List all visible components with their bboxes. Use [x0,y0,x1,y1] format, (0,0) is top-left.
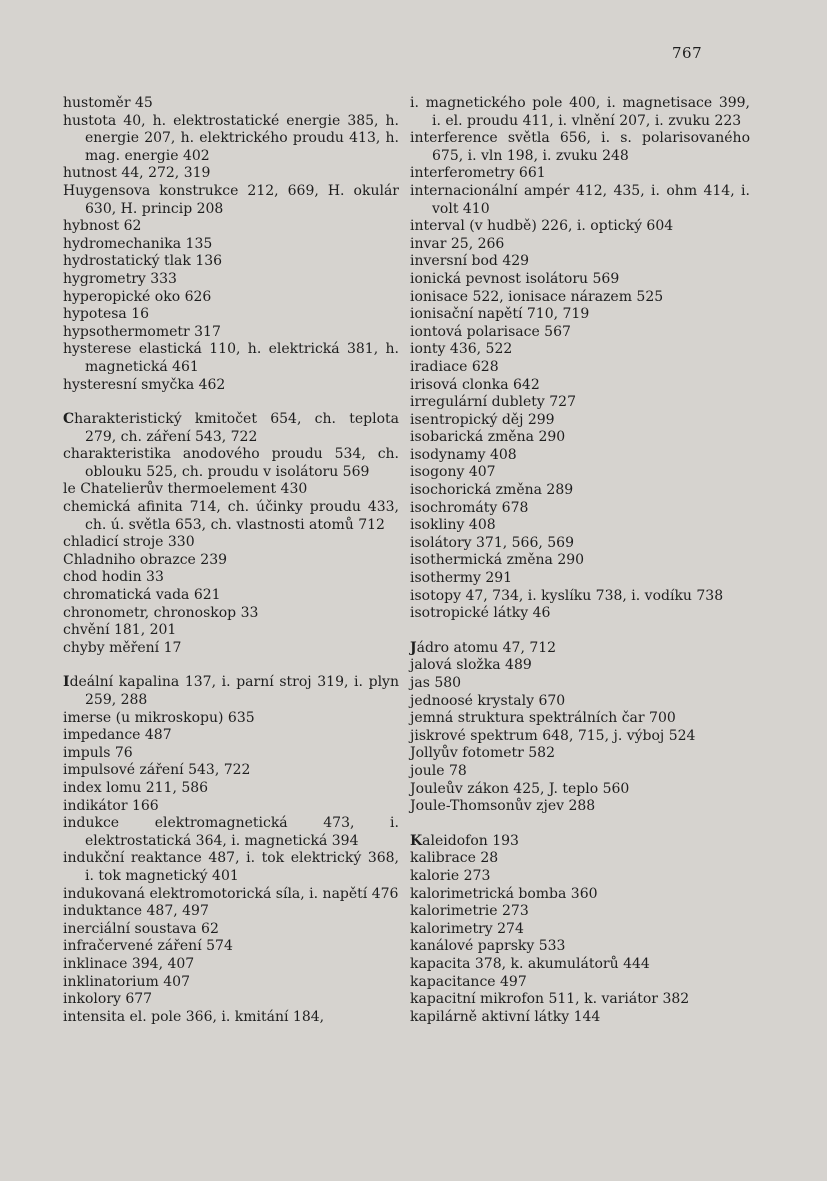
index-entry: chronometr, chronoskop 33 [63,604,259,621]
index-entry: Chladniho obrazce 239 [63,551,228,568]
index-entry: hutnost 44, 272, 319 [63,165,211,182]
index-entry: isochorická změna 289 [410,482,574,499]
index-entry: isochromáty 678 [410,499,529,516]
index-entry: kalorie 273 [410,867,491,884]
index-entry: hyperopické oko 626 [63,288,212,305]
index-entry: kapacitance 497 [410,973,527,990]
index-entry: impedance 487 [63,727,172,744]
index-entry: Kaleidofon 193 [410,832,519,849]
index-entry: kalorimetrie 273 [410,903,529,920]
index-entry: irisová clonka 642 [410,376,540,393]
index-entry: inerciální soustava 62 [63,920,219,937]
index-entry: index lomu 211, 586 [63,779,209,796]
index-entry: indikátor 166 [63,797,159,814]
index-entry: Jouleův zákon 425, J. teplo 560 [410,780,630,797]
index-entry: interval (v hudbě) 226, i. optický 604 [410,218,674,235]
index-entry: interference světla 656, i. s. polarisovaného 675, i. vln 198, i. zvuku 248 [410,130,750,164]
index-entry: ionisační napětí 710, 719 [410,306,590,323]
index-entry: Charakteristický kmitočet 654, ch. teplota 279, ch. záření 543, 722 [63,411,399,445]
index-entry: indukovaná elektromotorická síla, i. napětí 476 [63,885,399,902]
index-entry: hypotesa 16 [63,306,150,323]
index-entry: kapacitní mikrofon 511, k. variátor 382 [410,991,690,1008]
index-entry: isodynamy 408 [410,446,517,463]
section-gap [410,816,750,833]
index-entry: le Chatelierův thermoelement 430 [63,481,308,498]
index-entry: hydromechanika 135 [63,235,213,252]
index-entry: iradiace 628 [410,358,499,375]
index-entry: ionty 436, 522 [410,341,513,358]
index-entry: indukce elektromagnetická 473, i. elektrostatická 364, i. magnetická 394 [63,815,399,849]
index-entry: jednoosé krystaly 670 [410,692,566,709]
index-entry: hydrostatický tlak 136 [63,253,223,270]
index-entry: Jádro atomu 47, 712 [410,639,557,656]
index-entry: hustota 40, h. elektrostatické energie 385, h. energie 207, h. elektrického proudu 413, h. mag. energie 402 [63,112,399,164]
index-entry: iontová polarisace 567 [410,323,571,340]
index-entry: hygrometry 333 [63,270,177,287]
index-column-left [63,95,399,1026]
index-entry: kalibrace 28 [410,850,499,867]
index-entry: isotopy 47, 734, i. kyslíku 738, i. vodíku 738 [410,587,724,604]
index-entry: isobarická změna 290 [410,429,566,446]
page-number: 767 [672,44,703,62]
index-entry: kapacita 378, k. akumulátorů 444 [410,955,650,972]
index-entry: chyby měření 17 [63,639,182,656]
index-entry: imerse (u mikroskopu) 635 [63,709,255,726]
index-entry: chladicí stroje 330 [63,534,195,551]
index-column-right [410,95,750,1026]
index-entry: ionisace 522, ionisace nárazem 525 [410,288,664,305]
index-entry: inklinatorium 407 [63,973,190,990]
index-entry: charakteristika anodového proudu 534, ch. oblouku 525, ch. proudu v isolátoru 569 [63,446,399,480]
index-entry: kalorimetry 274 [410,920,524,937]
index-entry: isothermy 291 [410,570,513,587]
index-entry: isolátory 371, 566, 569 [410,534,574,551]
index-entry: hybnost 62 [63,218,142,235]
index-entry: jas 580 [410,675,462,691]
index-entry: jiskrové spektrum 648, 715, j. výboj 524 [410,727,696,744]
index-entry: internacionální ampér 412, 435, i. ohm 414, i. volt 410 [410,182,750,217]
index-entry: Huygensova konstrukce 212, 669, H. okulár 630, H. princip 208 [63,182,399,217]
index-entry: joule 78 [410,762,467,779]
index-entry: kapilárně aktivní látky 144 [410,1008,601,1025]
index-entry: impulsové záření 543, 722 [63,762,251,779]
index-entry: Joule-Thomsonův zjev 288 [410,798,596,815]
index-entry: inversní bod 429 [410,253,530,270]
index-entry: chemická afinita 714, ch. účinky proudu 433, ch. ú. světla 653, ch. vlastnosti atomů 712 [63,499,399,533]
index-entry: ionická pevnost isolátoru 569 [410,270,620,287]
index-entry: isentropický děj 299 [410,411,555,428]
index-entry: hysterese elastická 110, h. elektrická 381, h. magnetická 461 [63,341,399,375]
section-gap [410,623,750,640]
index-entry: i. magnetického pole 400, i. magnetisace 399, i. el. proudu 411, i. vlnění 207, i. zvuku 223 [410,95,750,129]
index-entry: jemná struktura spektrálních čar 700 [410,710,676,727]
index-entry: chromatická vada 621 [63,587,221,604]
index-entry: induktance 487, 497 [63,903,209,920]
index-entry: inkolory 677 [63,991,153,1008]
index-entry: isokliny 408 [410,517,496,534]
index-entry: interferometry 661 [410,165,546,182]
index-entry: infračervené záření 574 [63,938,233,955]
index-entry: chvění 181, 201 [63,622,177,639]
index-entry: irregulární dublety 727 [410,394,576,411]
index-entry: isogony 407 [410,464,496,481]
index-entry: chod hodin 33 [63,569,164,586]
index-entry: kalorimetrická bomba 360 [410,885,598,902]
index-entry: Jollyův fotometr 582 [410,745,555,762]
index-entry: intensita el. pole 366, i. kmitání 184, [63,1008,325,1025]
index-entry: Ideální kapalina 137, i. parní stroj 319, i. plyn 259, 288 [63,674,399,708]
index-entry: isotropické látky 46 [410,605,551,622]
index-entry: hypsothermometr 317 [63,323,221,340]
index-entry: invar 25, 266 [410,235,505,252]
index-entry: impuls 76 [63,744,133,761]
section-gap [63,657,399,674]
index-entry: hustoměr 45 [63,95,153,111]
index-entry: inklinace 394, 407 [63,955,195,972]
index-entry: indukční reaktance 487, i. tok elektrický 368, i. tok magnetický 401 [63,850,399,884]
index-entry: hysteresní smyčka 462 [63,376,226,393]
index-entry: jalová složka 489 [410,657,532,674]
index-entry: isothermická změna 290 [410,552,585,569]
section-gap [63,394,399,411]
index-entry: kanálové paprsky 533 [410,938,566,955]
